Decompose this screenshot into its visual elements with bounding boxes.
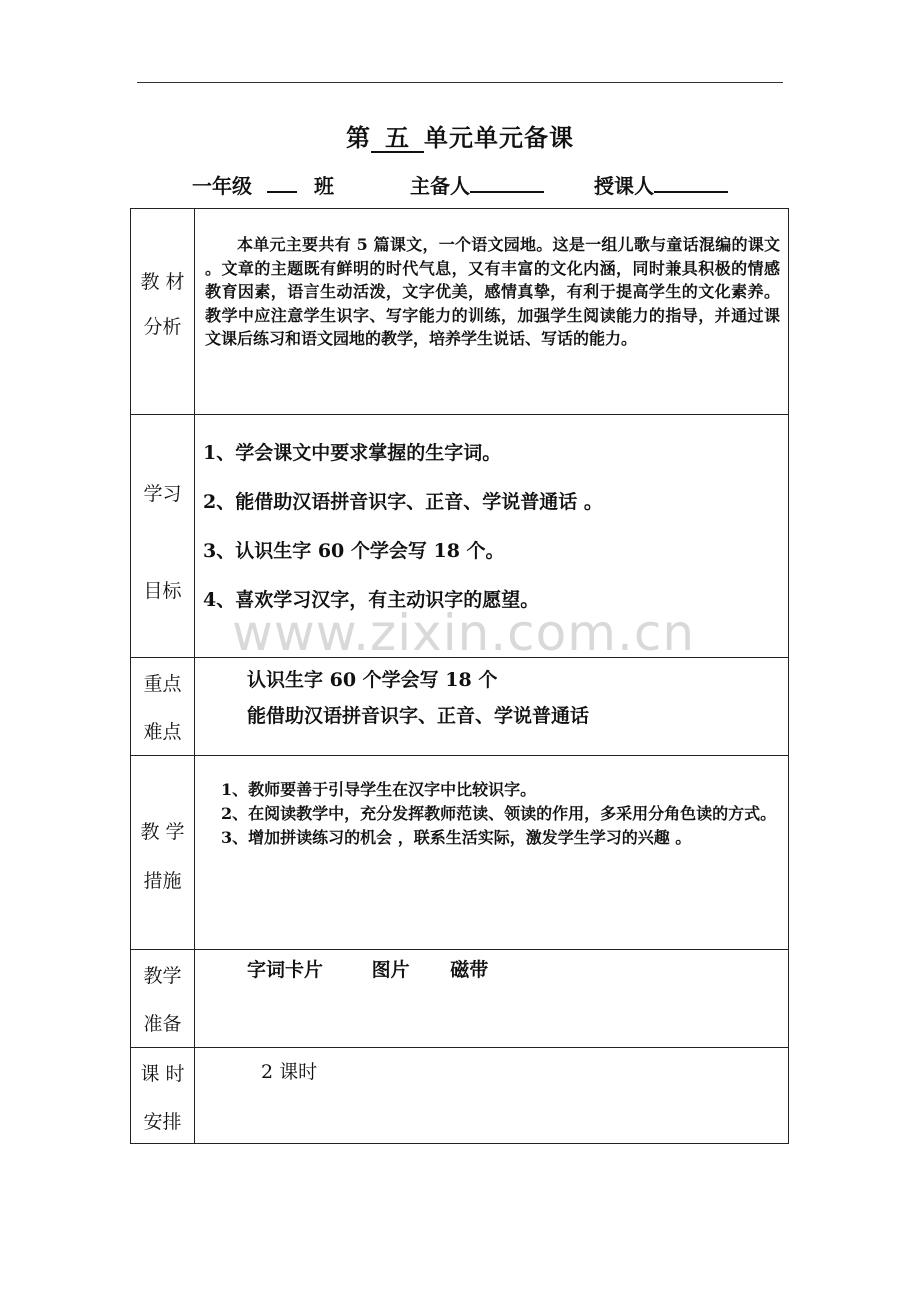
label-measures <box>131 756 195 949</box>
class-blank <box>267 171 297 193</box>
label-analysis <box>131 209 195 414</box>
preparer-label: 主备人 <box>410 174 470 198</box>
goal-item: 1、学会课文中要求掌握的生字词。 <box>203 442 502 464</box>
label-goals-line1: 学习 <box>143 483 182 505</box>
measure-item: 3、增加拼读练习的机会 ，联系生活实际，激发学生学习的兴趣 。 <box>221 828 692 847</box>
label-analysis-line2: 分析 <box>143 316 182 338</box>
title-suffix: 单元单元备课 <box>424 123 574 152</box>
unit-number: 五 <box>371 125 424 153</box>
row-analysis <box>131 209 788 414</box>
analysis-text: 本单元主要共有 5 篇课文，一个语文园地。这是一组儿歌与童话混编的课文 。文章的主题既有鲜明的时代气息，又有丰富的文化内涵，同时兼具积极的情感教育因素，语言生动活泼，文字优美，感情真挚，有利于提高学生的文化素养。教学中应注意学生识字、写字能力的训练，加强学生阅读能力的指导，并通过课文课后练习和语文园地的教学，培养学生说话、写话的能力。 <box>205 235 780 348</box>
label-goals-line2: 目标 <box>143 580 182 602</box>
grade-label: 一年级 <box>192 174 252 198</box>
goal-item: 2、能借助汉语拼音识字、正音、学说普通话 。 <box>203 491 603 513</box>
label-goals <box>131 415 195 657</box>
label-key-line1: 重点 <box>143 673 182 695</box>
row-schedule <box>131 1047 788 1143</box>
label-prep-line1: 教学 <box>143 965 182 987</box>
key-point-item: 认识生字 60 个学会写 18 个 <box>247 669 498 691</box>
title-prefix: 第 <box>346 123 371 152</box>
preparer-field <box>410 170 544 199</box>
prep-item: 磁带 <box>450 959 489 981</box>
class-label: 班 <box>313 174 334 198</box>
lesson-plan-table <box>130 208 789 1144</box>
label-schedule-line1: 课 时 <box>140 1063 185 1085</box>
teacher-blank <box>654 171 728 193</box>
label-preparation <box>131 950 195 1047</box>
key-point-item: 能借助汉语拼音识字、正音、学说普通话 <box>247 705 590 727</box>
grade-field <box>192 170 334 199</box>
label-prep-line2: 准备 <box>143 1013 182 1035</box>
goal-item: 4、喜欢学习汉字，有主动识字的愿望。 <box>203 589 540 611</box>
label-key-line2: 难点 <box>143 721 182 743</box>
label-schedule-line2: 安排 <box>143 1111 182 1133</box>
watermark: www.zixin.com.cn <box>232 604 696 662</box>
label-schedule <box>131 1048 195 1143</box>
measure-item: 1、教师要善于引导学生在汉字中比较识字。 <box>221 780 537 799</box>
prep-item: 图片 <box>371 959 410 981</box>
measure-item: 2、在阅读教学中，充分发挥教师范读、领读的作用，多采用分角色读的方式。 <box>221 804 777 823</box>
label-analysis-line1: 教 材 <box>140 271 185 293</box>
teacher-label: 授课人 <box>594 174 654 198</box>
teacher-field <box>594 170 728 199</box>
label-key-points <box>131 658 195 755</box>
schedule-text: 2 课时 <box>261 1061 318 1083</box>
prep-item: 字词卡片 <box>247 959 324 981</box>
top-rule <box>137 82 783 83</box>
row-preparation <box>131 949 788 1047</box>
label-measures-line2: 措施 <box>143 870 182 892</box>
preparer-blank <box>470 171 544 193</box>
goal-item: 3、认识生字 60 个学会写 18 个。 <box>203 540 505 562</box>
label-measures-line1: 教 学 <box>140 821 185 843</box>
page-title <box>0 118 920 153</box>
row-measures <box>131 755 788 949</box>
row-key-points <box>131 657 788 755</box>
